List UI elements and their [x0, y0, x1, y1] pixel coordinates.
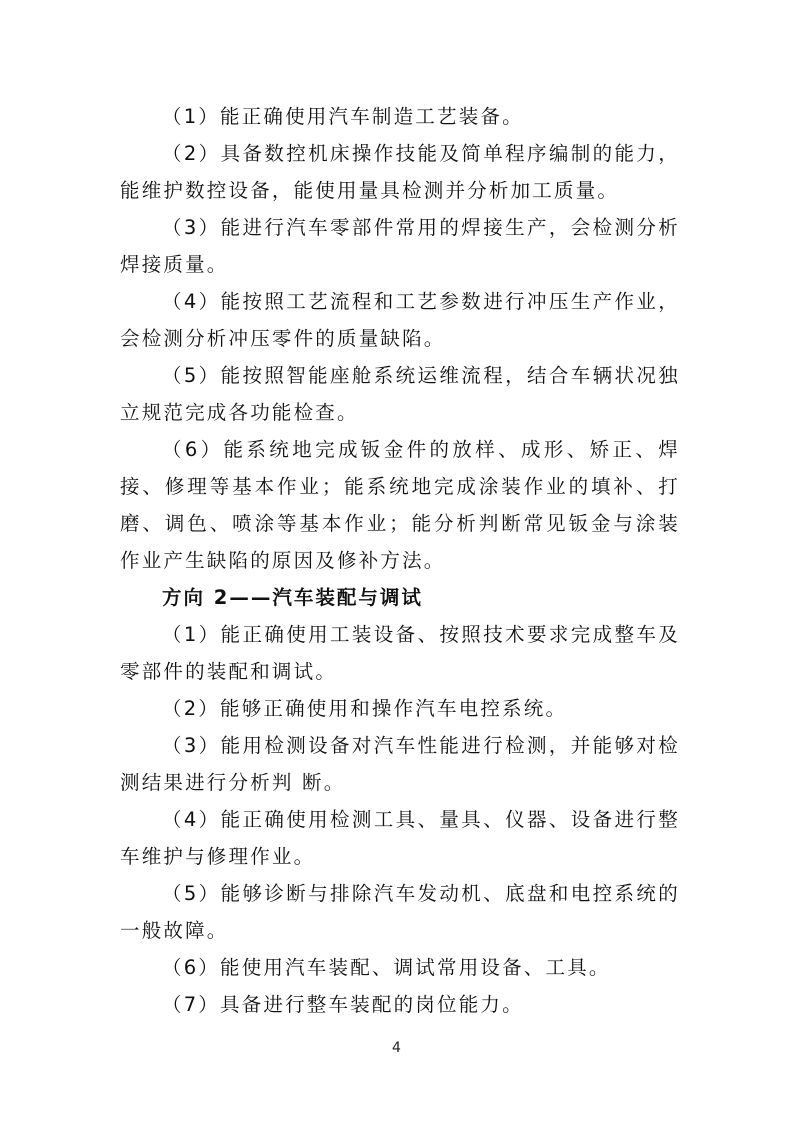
paragraph-item-1-3: （3）能进行汽车零部件常用的焊接生产，会检测分析焊接质量。 [120, 216, 680, 276]
paragraph-item-2-1: （1）能正确使用工装设备、按照技术要求完成整车及零部件的装配和调试。 [120, 623, 680, 683]
page-number: 4 [392, 1040, 401, 1056]
section-heading-direction-2: 方向 2——汽车装配与调试 [162, 586, 423, 609]
paragraph-item-2-3: （3）能用检测设备对汽车性能进行检测，并能够对检测结果进行分析判 断。 [120, 734, 680, 794]
paragraph-item-2-7: （7）具备进行整车装配的岗位能力。 [162, 993, 524, 1016]
paragraph-item-1-4: （4）能按照工艺流程和工艺参数进行冲压生产作业，会检测分析冲压零件的质量缺陷。 [120, 290, 680, 350]
paragraph-item-2-4: （4）能正确使用检测工具、量具、仪器、设备进行整车维护与修理作业。 [120, 808, 680, 868]
paragraph-item-2-2: （2）能够正确使用和操作汽车电控系统。 [162, 697, 568, 720]
paragraph-item-1-1: （1）能正确使用汽车制造工艺装备。 [162, 105, 524, 128]
paragraph-item-1-2: （2）具备数控机床操作技能及简单程序编制的能力，能维护数控设备，能使用量具检测并分析加工质量。 [120, 142, 680, 202]
paragraph-item-2-5: （5）能够诊断与排除汽车发动机、底盘和电控系统的一般故障。 [120, 882, 680, 942]
paragraph-item-2-6: （6）能使用汽车装配、调试常用设备、工具。 [162, 956, 611, 979]
page-content [120, 98, 680, 1023]
paragraph-item-1-6: （6）能系统地完成钣金件的放样、成形、矫正、焊接、修理等基本作业；能系统地完成涂装作业的填补、打磨、调色、喷涂等基本作业；能分析判断常见钣金与涂装作业产生缺陷的原因及修补方法。 [120, 438, 680, 572]
paragraph-item-1-5: （5）能按照智能座舱系统运维流程，结合车辆状况独立规范完成各功能检查。 [120, 364, 680, 424]
